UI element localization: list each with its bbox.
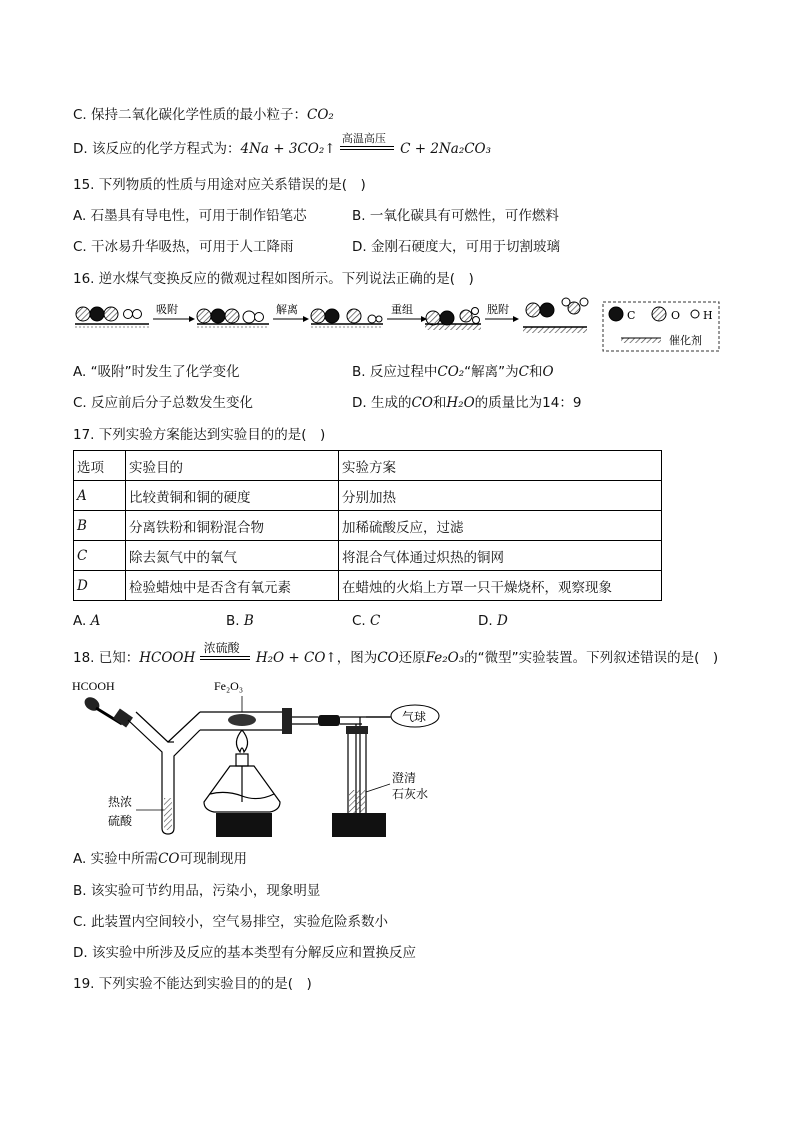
q15-option-b: B. 一氧化碳具有可燃性，可作燃料 [352,208,559,224]
apparatus-diagram [70,672,460,840]
reaction-condition: 高温高压 [340,142,396,156]
q15-option-c: C. 干冰易升华吸热，可用于人工降雨 [73,239,294,255]
q16-option-a: A. “吸附”时发生了化学变化 [73,364,240,380]
svg-text:H: H [703,309,713,322]
table-row: A 比较黄铜和铜的硬度 分别加热 [74,481,662,511]
svg-text:吸附: 吸附 [156,304,178,316]
rubber-connector [318,715,340,726]
stage-4 [425,308,481,331]
svg-text:O: O [671,309,681,322]
q18-option-b: B. 该实验可节约用品，污染小，现象明显 [73,883,321,899]
formula: CO₂ [307,107,334,123]
microscopic-process-diagram [73,294,723,354]
q18-option-a: A. 实验中所需CO可现制现用 [73,851,247,867]
fe2o3-label: Fe₂O₃ [214,679,244,693]
balloon-label: 气球 [402,710,427,724]
q16-option-b: B. 反应过程中CO₂“解离”为C和O [352,364,554,380]
q17-stem: 17. 下列实验方案能达到实验目的的是( ) [73,427,326,443]
acid-label-1: 热浓 [108,795,133,809]
q15-stem: 15. 下列物质的性质与用途对应关系错误的是( ) [73,177,366,193]
formula: C + 2Na₂CO₃ [400,141,492,157]
table-row: C 除去氮气中的氧气 将混合气体通过炽热的铜网 [74,541,662,571]
tube-stand [332,813,386,837]
legend [603,302,719,351]
oxygen-atom [76,307,90,321]
legend-carbon-icon [609,307,623,321]
table-header-row: 选项 实验目的 实验方案 [74,451,662,481]
svg-text:脱附: 脱附 [487,304,509,316]
dropper [82,694,133,727]
q17-option-d: D. D [478,613,508,629]
formula: 4Na + 3CO₂↑ [240,141,336,157]
iron-oxide-powder [228,714,256,726]
q14-option-d: D. 该反应的化学方程式为：4Na + 3CO₂↑ 高温高压 C + 2Na₂CO₃ [73,132,492,157]
stage-2 [197,309,269,327]
q18-option-c: C. 此装置内空间较小，空气易排空，实验危险系数小 [73,914,389,930]
acid-label-2: 硫酸 [108,814,133,828]
table-row: D 检验蜡烛中是否含有氧元素 在蜡烛的火焰上方罩一只干燥烧杯，观察现象 [74,571,662,601]
alcohol-lamp [204,730,280,812]
q16-stem: 16. 逆水煤气变换反应的微观过程如图所示。下列说法正确的是( ) [73,271,474,287]
hydrogen-atom [124,310,133,319]
q14-option-c: C. 保持二氧化碳化学性质的最小粒子：CO₂ [73,107,334,123]
limewater-label-1: 澄清 [392,771,417,785]
q17-option-c: C. C [352,613,381,629]
q19-stem: 19. 下列实验不能达到实验目的的是( ) [73,976,312,992]
q16-option-d: D. 生成的CO和H₂O的质量比为14：9 [352,395,582,411]
arrow-dissociate [273,302,309,322]
stage-5 [523,298,588,333]
q17-option-a: A. A [73,613,101,629]
legend-hydrogen-icon [691,310,699,318]
q15-option-a: A. 石墨具有导电性，可用于制作铅笔芯 [73,208,307,224]
svg-text:催化剂: 催化剂 [669,335,702,347]
svg-text:重组: 重组 [391,304,413,316]
hcooh-label: HCOOH [72,679,115,693]
q18-stem: 18. 已知：HCOOH 浓硫酸 H₂O + CO↑，图为CO还原Fe₂O₃的“微型”实验装置。下列叙述错误的是( ) [73,641,719,666]
limewater-label-2: 石灰水 [392,787,429,801]
stage-3 [311,309,383,327]
lamp-stand [216,813,272,837]
legend-oxygen-icon [652,307,666,321]
q17-option-b: B. B [226,613,254,629]
oxygen-atom [104,307,118,321]
experiment-table [73,450,662,601]
legend-catalyst-icon [621,338,661,343]
stopper [282,708,292,734]
q16-option-c: C. 反应前后分子总数发生变化 [73,395,254,411]
hydrogen-atom [133,310,142,319]
tube-stopper [346,726,368,734]
svg-text:C: C [627,309,636,322]
q15-option-d: D. 金刚石硬度大，可用于切割玻璃 [352,239,560,255]
carbon-atom [90,307,104,321]
arrow-recombine [387,302,427,322]
arrow-desorb [485,302,519,322]
q18-option-d: D. 该实验中所涉及反应的基本类型有分解反应和置换反应 [73,945,416,961]
reaction-condition: 浓硫酸 [200,651,252,665]
stage-1 [75,307,149,327]
svg-text:解离: 解离 [276,304,298,316]
arrow-adsorb [153,302,195,322]
table-row: B 分离铁粉和铜粉混合物 加稀硫酸反应，过滤 [74,511,662,541]
